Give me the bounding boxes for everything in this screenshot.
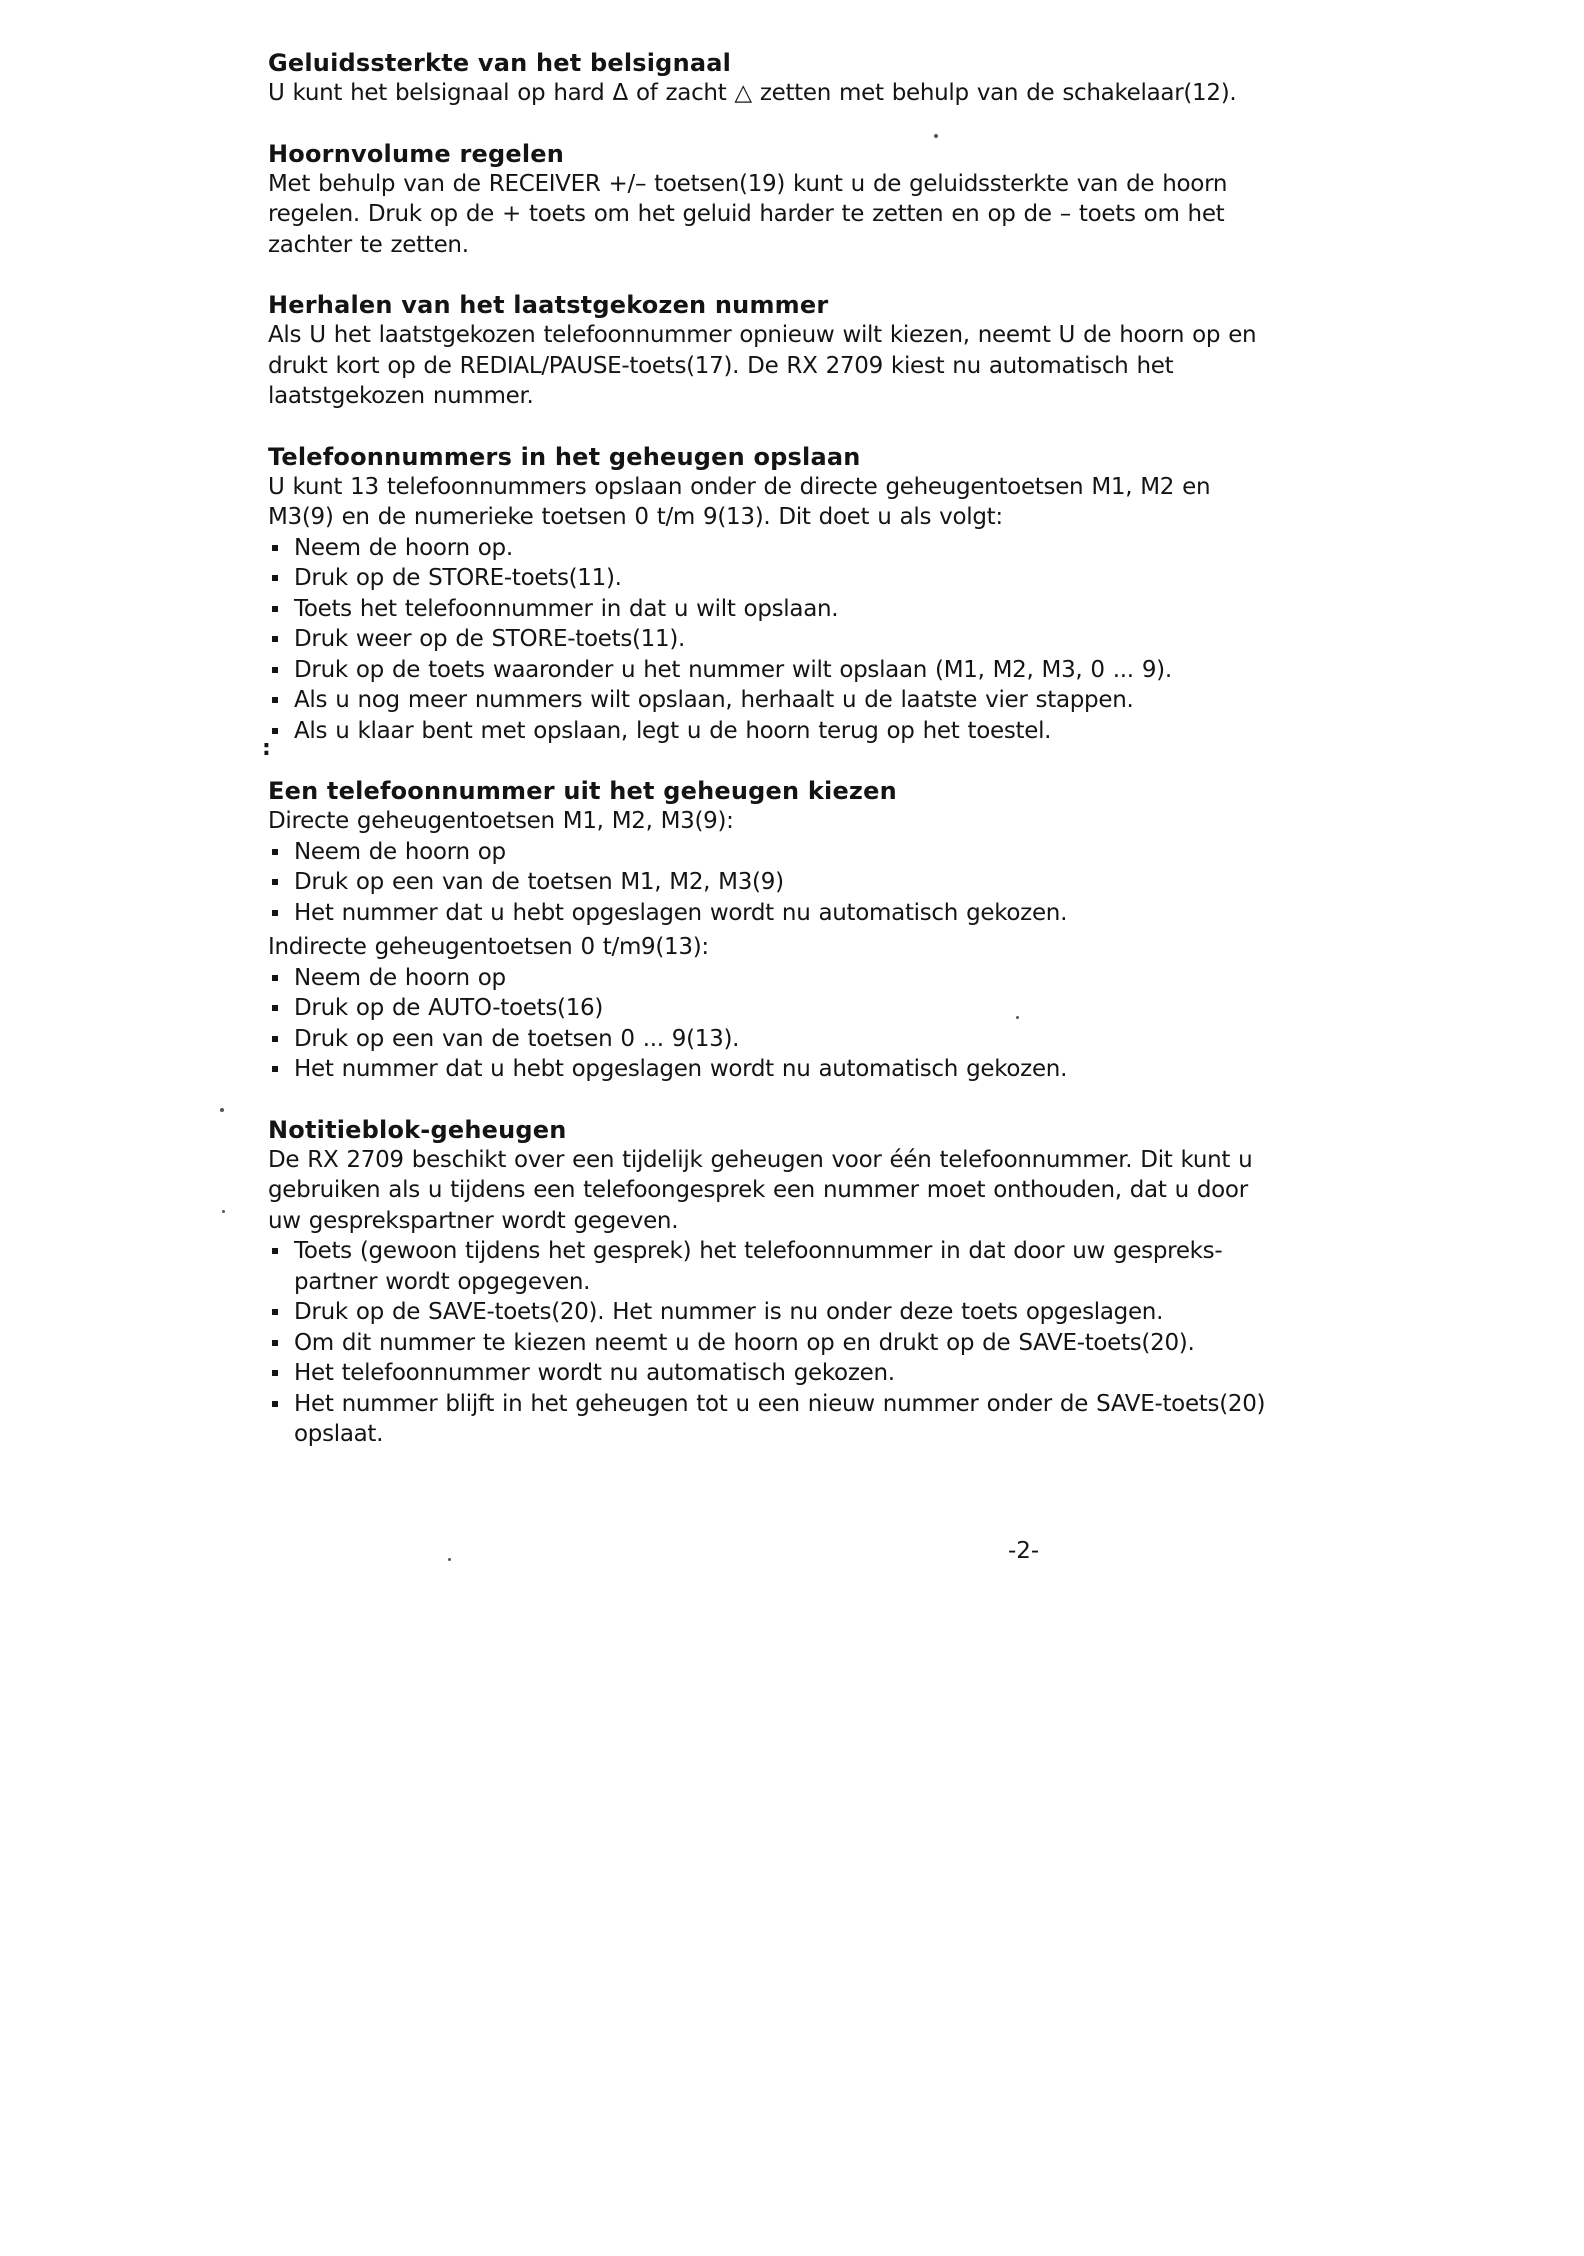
list-item: Het nummer dat u hebt opgeslagen wordt nu automatisch gekozen.: [268, 898, 1268, 929]
step-list: [268, 837, 1268, 929]
section-redial: [268, 290, 1268, 412]
bullet-icon: [272, 1309, 278, 1315]
bullet-icon: [272, 910, 278, 916]
list-item: Druk op de STORE-toets(11).: [268, 563, 1268, 594]
bullet-icon: [272, 1401, 278, 1407]
bullet-icon: [272, 1340, 278, 1346]
bullet-icon: [272, 879, 278, 885]
step-list: [268, 963, 1268, 1085]
bullet-icon: [272, 636, 278, 642]
list-item: Als u nog meer nummers wilt opslaan, herhaalt u de laatste vier stappen.: [268, 685, 1268, 716]
section-paragraph: U kunt het belsignaal op hard Δ of zacht △ zetten met behulp van de schakelaar(12).: [268, 80, 1237, 106]
bullet-icon: [272, 545, 278, 551]
scan-speck: [220, 1108, 224, 1112]
bullet-icon: [272, 1066, 278, 1072]
list-item: Het nummer blijft in het geheugen tot u een nieuw nummer onder de SAVE-toets(20) opslaat.: [268, 1389, 1268, 1450]
scan-speck: [448, 1558, 451, 1561]
list-item: Toets het telefoonnummer in dat u wilt opslaan.: [268, 594, 1268, 625]
section-heading: Geluidssterkte van het belsignaal: [268, 49, 732, 77]
list-item: Druk op een van de toetsen M1, M2, M3(9): [268, 867, 1268, 898]
bullet-icon: [272, 697, 278, 703]
bullet-icon: [272, 606, 278, 612]
section-intro: De RX 2709 beschikt over een tijdelijk geheugen voor één telefoonnummer. Dit kunt u gebruiken als u tijdens een telefoongesprek een nummer moet onthouden, dat u door uw gesprekspartner wordt gegeven.: [268, 1146, 1253, 1234]
list-item: Neem de hoorn op: [268, 837, 1268, 868]
step-list: [268, 1236, 1268, 1450]
section-heading: Hoornvolume regelen: [268, 139, 565, 168]
list-item: Druk op de AUTO-toets(16): [268, 993, 1268, 1024]
list-item: Toets (gewoon tijdens het gesprek) het telefoonnummer in dat door uw gespreks-partner wordt opgegeven.: [268, 1236, 1268, 1297]
list-item: Het nummer dat u hebt opgeslagen wordt nu automatisch gekozen.: [268, 1054, 1268, 1085]
manual-page: [268, 48, 1268, 1564]
section-heading: Een telefoonnummer uit het geheugen kiezen: [268, 777, 897, 805]
step-list: [268, 533, 1268, 747]
section-heading: Notitieblok-geheugen: [268, 1115, 567, 1144]
list-item: Druk op een van de toetsen 0 ... 9(13).: [268, 1024, 1268, 1055]
list-item: Neem de hoorn op.: [268, 533, 1268, 564]
list-item: Druk op de SAVE-toets(20). Het nummer is nu onder deze toets opgeslagen.: [268, 1297, 1268, 1328]
section-ring-volume: [268, 48, 1268, 109]
bullet-icon: [272, 1036, 278, 1042]
bullet-icon: [272, 667, 278, 673]
list-item: Als u klaar bent met opslaan, legt u de hoorn terug op het toestel.: [268, 716, 1268, 747]
bullet-icon: [272, 849, 278, 855]
bullet-icon: [272, 1005, 278, 1011]
list-item: Druk op de toets waaronder u het nummer wilt opslaan (M1, M2, M3, 0 ... 9).: [268, 655, 1268, 686]
section-dial-from-memory: [268, 776, 1268, 1085]
section-intro: Directe geheugentoetsen M1, M2, M3(9):: [268, 808, 734, 834]
scan-speck: [222, 1210, 225, 1213]
section-heading: Herhalen van het laatstgekozen nummer: [268, 291, 829, 319]
bullet-icon: [272, 728, 278, 734]
list-item: Neem de hoorn op: [268, 963, 1268, 994]
section-intro-indirect: Indirecte geheugentoetsen 0 t/m9(13):: [268, 934, 709, 960]
section-notepad-memory: [268, 1115, 1268, 1450]
section-store-numbers: [268, 442, 1268, 747]
bullet-icon: [272, 1248, 278, 1254]
section-paragraph: Als U het laatstgekozen telefoonnummer opnieuw wilt kiezen, neemt U de hoorn op en drukt kort op de REDIAL/PAUSE-toets(17). De RX 2709 kiest nu automatisch het laatstgekozen nummer.: [268, 322, 1257, 409]
bullet-icon: [272, 575, 278, 581]
page-number: -2-: [1008, 1538, 1040, 1564]
section-paragraph: Met behulp van de RECEIVER +/– toetsen(19) kunt u de geluidssterkte van de hoorn regelen. Druk op de + toets om het geluid harder te zetten en op de – toets om het zachter te zetten.: [268, 170, 1228, 258]
list-item: Het telefoonnummer wordt nu automatisch gekozen.: [268, 1358, 1268, 1389]
scan-speck: [1016, 1016, 1019, 1019]
section-handset-volume: [268, 139, 1268, 261]
section-intro: U kunt 13 telefoonnummers opslaan onder de directe geheugentoetsen M1, M2 en M3(9) en de numerieke toetsen 0 t/m 9(13). Dit doet u als volgt:: [268, 473, 1211, 530]
bullet-icon: [272, 1370, 278, 1376]
bullet-icon: [272, 975, 278, 981]
list-item: Om dit nummer te kiezen neemt u de hoorn op en drukt op de SAVE-toets(20).: [268, 1328, 1268, 1359]
section-heading: Telefoonnummers in het geheugen opslaan: [268, 442, 861, 471]
scan-mark: :: [262, 736, 271, 761]
scan-speck: [934, 134, 938, 138]
list-item: Druk weer op de STORE-toets(11).: [268, 624, 1268, 655]
